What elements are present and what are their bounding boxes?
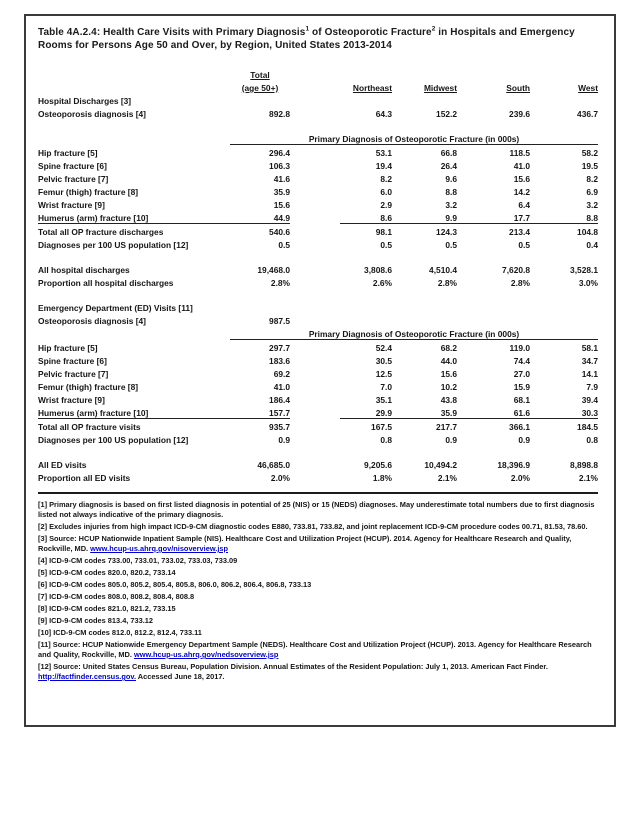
header-row-total (38, 67, 598, 80)
gap-cell (290, 197, 340, 210)
cell-region: 119.0 (509, 343, 530, 353)
cell-total: 186.4 (269, 395, 290, 405)
cell-region: 19.5 (581, 161, 598, 171)
cell-region: 2.0% (510, 473, 530, 483)
table-row (38, 131, 598, 145)
cell-region: 58.2 (581, 148, 598, 158)
column-header-midwest: Midwest (423, 83, 457, 93)
cell-region: 0.8 (586, 435, 598, 445)
footnote (38, 580, 600, 590)
cell-region: 3,528.1 (570, 265, 598, 275)
cell-region (340, 300, 392, 313)
cell-region: 2.1% (578, 473, 598, 483)
row-label: Proportion all ED visits (38, 473, 131, 483)
cell-region: 0.9 (445, 435, 457, 445)
cell-region (392, 300, 457, 313)
footnote (38, 640, 600, 660)
gap-cell (290, 210, 340, 224)
cell-region: 0.5 (380, 240, 392, 250)
cell-region: 217.7 (436, 422, 457, 432)
cell-region: 35.9 (392, 405, 457, 419)
gap-cell (290, 366, 340, 379)
table-row (38, 224, 598, 238)
gap-cell (290, 145, 340, 159)
cell-region: 6.4 (518, 200, 530, 210)
footnote (38, 568, 600, 578)
cell-region: 2.8% (510, 278, 530, 288)
table-row (38, 300, 598, 313)
cell-total: 69.2 (273, 369, 290, 379)
footnote-text: [3] Source: HCUP Nationwide Inpatient Sample (NIS). Healthcare Cost and Utilization Project (HCUP). 2014. Agency for Healthcare Research and Quality, Rockville, MD. (38, 534, 572, 553)
cell-region: 17.7 (457, 210, 530, 224)
header-row-regions (38, 80, 598, 93)
row-label: Osteoporosis diagnosis [4] (38, 109, 146, 119)
footnote-text: [1] Primary diagnosis is based on first listed diagnosis in potential of 25 (NIS) or 15 (NEDS) diagnoses. May underestimate total numbers due to first diagnosis listed not always indicative of the primary diagnosis. (38, 500, 595, 519)
footnote-text: [11] Source: HCUP Nationwide Emergency Department Sample (NEDS). Healthcare Cost and Utilization Project (HCUP). 2013. Agency for Healthcare Research and Quality, Rockville, MD. (38, 640, 592, 659)
cell-region: 1.8% (372, 473, 392, 483)
table-bottom-rule (38, 492, 598, 494)
cell-region: 74.4 (513, 356, 530, 366)
cell-region: 213.4 (509, 227, 530, 237)
spacer-cell (38, 119, 598, 131)
title-text-3: in Hospitals and Emergency Rooms for Persons Age 50 and Over, by Region, United States 2013-2014 (38, 27, 575, 51)
table-row (38, 405, 598, 419)
table-row (38, 197, 598, 210)
table-row (38, 171, 598, 184)
footnote-text: [4] ICD-9-CM codes 733.00, 733.01, 733.02, 733.03, 733.09 (38, 556, 238, 565)
cell-region: 14.1 (581, 369, 598, 379)
cell-total: 2.0% (270, 473, 290, 483)
footnote-text: [8] ICD-9-CM codes 821.0, 821.2, 733.15 (38, 604, 176, 613)
cell-region: 7.0 (380, 382, 392, 392)
cell-region: 9.6 (445, 174, 457, 184)
gap-cell (290, 405, 340, 419)
cell-region: 0.8 (380, 435, 392, 445)
gap-cell (290, 237, 340, 250)
cell-region: 15.6 (513, 174, 530, 184)
cell-region: 35.1 (375, 395, 392, 405)
gap-cell (290, 184, 340, 197)
footnote-link[interactable]: www.hcup-us.ahrq.gov/nisoverview.jsp (90, 544, 229, 553)
cell-total: 46,685.0 (257, 460, 290, 470)
cell-region (457, 313, 530, 326)
gap-cell (290, 379, 340, 392)
cell-region: 53.1 (375, 148, 392, 158)
row-label: Diagnoses per 100 US population [12] (38, 435, 189, 445)
table-row (38, 288, 598, 300)
cell-region: 0.5 (445, 240, 457, 250)
cell-region: 68.1 (513, 395, 530, 405)
cell-region: 239.6 (509, 109, 530, 119)
table-row (38, 419, 598, 433)
row-label: Spine fracture [6] (38, 356, 107, 366)
cell-total: 540.6 (269, 227, 290, 237)
cell-region: 0.9 (518, 435, 530, 445)
footnote-text: [5] ICD-9-CM codes 820.0, 820.2, 733.14 (38, 568, 176, 577)
gap-cell (290, 300, 340, 313)
superscript-1: 1 (305, 25, 310, 33)
cell-total: 0.5 (278, 240, 290, 250)
table-row (38, 119, 598, 131)
cell-region: 118.5 (509, 148, 530, 158)
table-row (38, 262, 598, 275)
cell-region: 2.9 (380, 200, 392, 210)
table-row (38, 379, 598, 392)
cell-region: 3.2 (445, 200, 457, 210)
column-header-northeast: Northeast (352, 83, 392, 93)
row-label: Proportion all hospital discharges (38, 278, 174, 288)
cell-total: 935.7 (269, 422, 290, 432)
table-number: Table 4A.2.4: (38, 27, 101, 38)
column-header-south: South (506, 83, 530, 93)
row-label: Hospital Discharges [3] (38, 96, 132, 106)
footnote-text: [10] ICD-9-CM codes 812.0, 812.2, 812.4, 733.11 (38, 628, 202, 637)
gap-cell (290, 158, 340, 171)
cell-region: 39.4 (581, 395, 598, 405)
table-row (38, 457, 598, 470)
cell-total: 2.8% (270, 278, 290, 288)
cell-region: 8.2 (380, 174, 392, 184)
row-label: Osteoporosis diagnosis [4] (38, 316, 146, 326)
cell-total: 44.9 (230, 210, 290, 224)
table-row (38, 275, 598, 288)
cell-region: 30.5 (375, 356, 392, 366)
gap-cell (290, 275, 340, 288)
cell-region: 34.7 (581, 356, 598, 366)
row-label: Humerus (arm) fracture [10] (38, 405, 230, 419)
row-label (38, 326, 230, 340)
cell-region: 26.4 (440, 161, 457, 171)
data-table (38, 67, 598, 483)
cell-region: 366.1 (509, 422, 530, 432)
cell-region (392, 313, 457, 326)
footnote (38, 556, 600, 566)
gap-cell (290, 432, 340, 445)
cell-region: 14.2 (513, 187, 530, 197)
cell-region: 41.0 (513, 161, 530, 171)
cell-region: 152.2 (436, 109, 457, 119)
spacer-cell (38, 288, 598, 300)
row-label: All hospital discharges (38, 265, 130, 275)
cell-total: 297.7 (269, 343, 290, 353)
row-label: Wrist fracture [9] (38, 395, 105, 405)
gap-cell (290, 457, 340, 470)
table-row (38, 237, 598, 250)
cell-total: 41.6 (273, 174, 290, 184)
footnote-text: [9] ICD-9-CM codes 813.4, 733.12 (38, 616, 154, 625)
table-row (38, 250, 598, 262)
footnote-text: [2] Excludes injuries from high impact ICD-9-CM diagnostic codes E880, 733.81, 733.82, and joint replacement ICD-9-CM procedure codes 00.71, 81.53, 78.60. (38, 522, 588, 531)
cell-region: 10.2 (440, 382, 457, 392)
row-label: Hip fracture [5] (38, 148, 98, 158)
section-subheader: Primary Diagnosis of Osteoporotic Fracture (in 000s) (230, 326, 598, 340)
footnote-link[interactable]: www.hcup-us.ahrq.gov/nedsoverview.jsp (133, 650, 279, 659)
cell-region: 124.3 (436, 227, 457, 237)
gap-cell (290, 313, 340, 326)
gap-cell (290, 470, 340, 483)
cell-region (530, 300, 598, 313)
footnote (38, 500, 600, 520)
cell-region: 2.1% (437, 473, 457, 483)
row-label: Femur (thigh) fracture [8] (38, 382, 139, 392)
cell-total (230, 300, 290, 313)
cell-total (230, 93, 290, 106)
cell-region: 15.6 (440, 369, 457, 379)
footnotes (38, 500, 600, 682)
footnote (38, 628, 600, 638)
cell-region: 3.2 (586, 200, 598, 210)
cell-region: 8.6 (340, 210, 392, 224)
gap-cell (290, 171, 340, 184)
cell-region: 30.3 (530, 405, 598, 419)
cell-region: 18,396.9 (497, 460, 530, 470)
footnote (38, 534, 600, 554)
footnote (38, 616, 600, 626)
cell-region (340, 93, 392, 106)
cell-total: 987.5 (269, 316, 290, 326)
cell-region: 66.8 (440, 148, 457, 158)
table-row (38, 353, 598, 366)
cell-region: 7,620.8 (502, 265, 530, 275)
row-label: Humerus (arm) fracture [10] (38, 210, 230, 224)
row-label: Femur (thigh) fracture [8] (38, 187, 139, 197)
cell-region: 64.3 (375, 109, 392, 119)
cell-total: 41.0 (273, 382, 290, 392)
cell-region: 7.9 (586, 382, 598, 392)
footnote (38, 592, 600, 602)
row-label: Total all OP fracture discharges (38, 227, 164, 237)
footnote-text: Accessed June 18, 2017. (136, 672, 225, 681)
cell-region: 6.0 (380, 187, 392, 197)
title-text-2: of Osteoporotic Fracture (309, 27, 432, 38)
row-label: Total all OP fracture visits (38, 422, 141, 432)
gap-cell (290, 392, 340, 405)
cell-total: 296.4 (269, 148, 290, 158)
footnote (38, 662, 600, 682)
title-text-1: Health Care Visits with Primary Diagnosis (100, 27, 306, 38)
cell-region: 9.9 (392, 210, 457, 224)
table-row (38, 366, 598, 379)
gap-cell (290, 353, 340, 366)
cell-region: 0.5 (518, 240, 530, 250)
gap-cell (290, 262, 340, 275)
table-row (38, 145, 598, 159)
table-row (38, 184, 598, 197)
cell-total: 15.6 (273, 200, 290, 210)
row-label: Diagnoses per 100 US population [12] (38, 240, 189, 250)
cell-region: 436.7 (577, 109, 598, 119)
cell-region: 29.9 (340, 405, 392, 419)
row-label: Spine fracture [6] (38, 161, 107, 171)
cell-region: 61.6 (457, 405, 530, 419)
column-header-total: Total (250, 70, 270, 80)
cell-region: 8.2 (586, 174, 598, 184)
row-label: Emergency Department (ED) Visits [11] (38, 303, 193, 313)
cell-region: 19.4 (375, 161, 392, 171)
cell-region: 98.1 (375, 227, 392, 237)
cell-region: 2.6% (372, 278, 392, 288)
cell-region: 43.8 (440, 395, 457, 405)
spacer-cell (38, 445, 598, 457)
cell-total: 19,468.0 (257, 265, 290, 275)
cell-region: 44.0 (440, 356, 457, 366)
cell-region: 6.9 (586, 187, 598, 197)
table-row (38, 210, 598, 224)
cell-region: 3.0% (578, 278, 598, 288)
cell-region: 15.9 (513, 382, 530, 392)
cell-total: 35.9 (273, 187, 290, 197)
row-label (38, 131, 230, 145)
row-label: Pelvic fracture [7] (38, 174, 109, 184)
footnote-text: [7] ICD-9-CM codes 808.0, 808.2, 808.4, 808.8 (38, 592, 195, 601)
section-subheader: Primary Diagnosis of Osteoporotic Fracture (in 000s) (230, 131, 598, 145)
table-row (38, 326, 598, 340)
cell-region (457, 93, 530, 106)
column-header-west: West (578, 83, 598, 93)
cell-region: 8,898.8 (570, 460, 598, 470)
row-label: Wrist fracture [9] (38, 200, 105, 210)
table-row (38, 432, 598, 445)
cell-region (392, 93, 457, 106)
table-row (38, 445, 598, 457)
footnote-link[interactable]: http://factfinder.census.gov. (38, 672, 137, 681)
cell-region: 58.1 (581, 343, 598, 353)
cell-region: 9,205.6 (364, 460, 392, 470)
cell-region: 4,510.4 (429, 265, 457, 275)
table-row (38, 340, 598, 354)
footnote-text: [12] Source: United States Census Bureau, Population Division. Annual Estimates of the Resident Population: July 1, 2013. American Fact Finder. (38, 662, 548, 671)
table-row (38, 158, 598, 171)
column-header-age: (age 50+) (241, 83, 279, 93)
table-row (38, 392, 598, 405)
gap-cell (290, 419, 340, 433)
row-label: Pelvic fracture [7] (38, 369, 109, 379)
cell-region: 68.2 (440, 343, 457, 353)
cell-region: 3,808.6 (364, 265, 392, 275)
footnote-text: [6] ICD-9-CM codes 805.0, 805.2, 805.4, 805.8, 806.0, 806.2, 806.4, 806.8, 733.13 (38, 580, 312, 589)
cell-region: 52.4 (375, 343, 392, 353)
cell-region (530, 313, 598, 326)
table-row (38, 106, 598, 119)
gap-cell (290, 224, 340, 238)
cell-region: 0.4 (586, 240, 598, 250)
row-label: Hip fracture [5] (38, 343, 98, 353)
cell-total: 0.9 (278, 435, 290, 445)
gap-cell (290, 93, 340, 106)
table-row (38, 93, 598, 106)
cell-region: 167.5 (371, 422, 392, 432)
report-page (24, 14, 616, 727)
cell-region (340, 313, 392, 326)
gap-cell (290, 340, 340, 354)
cell-region: 184.5 (577, 422, 598, 432)
cell-region (457, 300, 530, 313)
cell-total: 183.6 (269, 356, 290, 366)
cell-region: 8.8 (445, 187, 457, 197)
cell-region: 12.5 (375, 369, 392, 379)
table-row (38, 470, 598, 483)
cell-region: 104.8 (577, 227, 598, 237)
table-row (38, 313, 598, 326)
cell-region: 2.8% (437, 278, 457, 288)
cell-region: 8.8 (530, 210, 598, 224)
superscript-2: 2 (431, 25, 436, 33)
cell-total: 106.3 (269, 161, 290, 171)
row-label: All ED visits (38, 460, 87, 470)
gap-cell (290, 106, 340, 119)
cell-region: 27.0 (513, 369, 530, 379)
footnote (38, 604, 600, 614)
cell-total: 157.7 (230, 405, 290, 419)
table-title (38, 27, 600, 52)
cell-region (530, 93, 598, 106)
cell-total: 892.8 (269, 109, 290, 119)
spacer-cell (38, 250, 598, 262)
footnote (38, 522, 600, 532)
cell-region: 10,494.2 (424, 460, 457, 470)
